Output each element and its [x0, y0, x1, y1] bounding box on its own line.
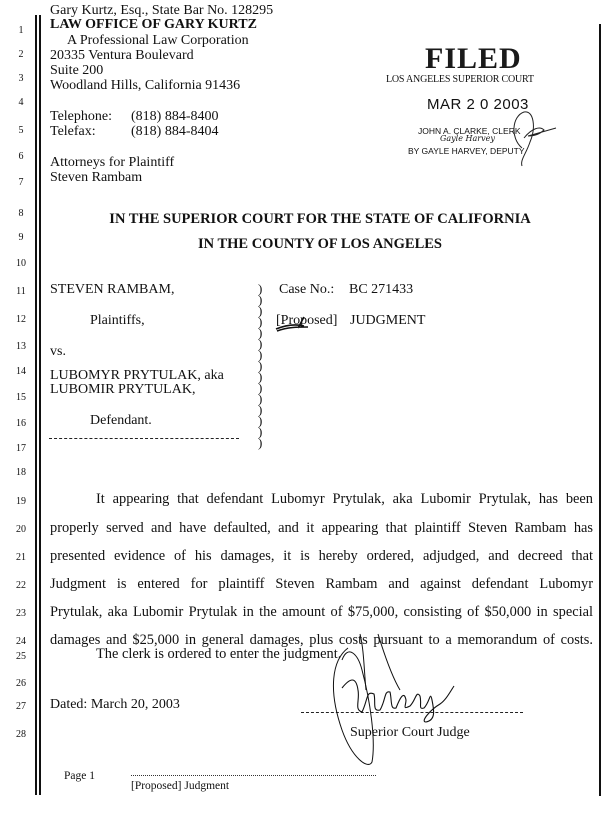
caption-paren: ) [258, 314, 263, 329]
caption-paren: ) [258, 380, 263, 395]
line-number: 8 [18, 208, 24, 219]
caption-paren: ) [258, 292, 263, 307]
caption-paren: ) [258, 413, 263, 428]
line-number: 5 [18, 125, 24, 136]
telephone-value: (818) 884-8400 [131, 109, 219, 124]
line-number: 19 [16, 496, 26, 507]
dated-line: Dated: March 20, 2003 [50, 697, 180, 712]
caption-paren: ) [258, 424, 263, 439]
signer-title: Superior Court Judge [350, 725, 470, 740]
stamp-signature-scribble-icon [500, 108, 570, 168]
line-number: 7 [18, 177, 24, 188]
clerk-order: The clerk is ordered to enter the judgment. [96, 646, 342, 662]
line-number: 28 [16, 729, 26, 740]
caption-paren: ) [258, 435, 263, 450]
caption-paren: ) [258, 281, 263, 296]
line-number: 20 [16, 524, 26, 535]
line-number: 23 [16, 608, 26, 619]
right-margin-rule [599, 24, 601, 796]
caption-paren: ) [258, 358, 263, 373]
address-city: Woodland Hills, California 91436 [50, 78, 241, 93]
firm-type: A Professional Law Corporation [67, 33, 249, 48]
footer-rule [131, 775, 376, 776]
firm-name: LAW OFFICE OF GARY KURTZ [50, 17, 257, 32]
defendant-name-2: LUBOMIR PRYTULAK, [50, 382, 196, 397]
caption-paren: ) [258, 402, 263, 417]
address-suite: Suite 200 [50, 63, 104, 78]
telefax-value: (818) 884-8404 [131, 124, 219, 139]
footer-page-number: Page 1 [64, 770, 95, 782]
line-number: 15 [16, 392, 26, 403]
line-number: 2 [18, 49, 24, 60]
line-number: 11 [16, 286, 26, 297]
line-number: 26 [16, 678, 26, 689]
line-number: 1 [18, 25, 24, 36]
caption-paren: ) [258, 347, 263, 362]
filed-stamp-court: LOS ANGELES SUPERIOR COURT [386, 74, 534, 85]
caption-paren: ) [258, 325, 263, 340]
court-title-line2: IN THE COUNTY OF LOS ANGELES [197, 236, 442, 252]
line-number: 9 [18, 232, 24, 243]
line-number: 6 [18, 151, 24, 162]
caption-paren: ) [258, 336, 263, 351]
line-number: 27 [16, 701, 26, 712]
defendant-name-1: LUBOMYR PRYTULAK, aka [50, 368, 224, 383]
case-number-value: BC 271433 [349, 282, 414, 297]
doc-title-struck: [Proposed] [276, 313, 338, 328]
filed-stamp-title: FILED [425, 42, 522, 75]
footer-doc-title: [Proposed] Judgment [131, 780, 230, 792]
line-number: 4 [18, 97, 24, 108]
line-number: 21 [16, 552, 26, 563]
strikethrough-scribble-icon [274, 314, 324, 334]
line-number: 10 [16, 258, 26, 269]
line-number: 25 [16, 651, 26, 662]
attorneys-for: Attorneys for Plaintiff [50, 155, 175, 170]
filed-stamp-deputy: BY GAYLE HARVEY, DEPUTY [408, 146, 525, 156]
line-number: 17 [16, 443, 26, 454]
caption-paren: ) [258, 303, 263, 318]
paragraph-line-6: damages and $25,000 in general damages, plus costs pursuant to a memorandum of costs. [50, 632, 593, 648]
left-margin-rule-inner [39, 15, 41, 795]
filed-stamp-date: MAR 2 0 2003 [427, 96, 529, 113]
court-title-line1: IN THE SUPERIOR COURT FOR THE STATE OF CALIFORNIA [109, 211, 531, 227]
plaintiff-role: Plaintiffs, [90, 313, 145, 328]
attorney-line: Gary Kurtz, Esq., State Bar No. 128295 [50, 3, 274, 18]
line-number: 14 [16, 366, 26, 377]
doc-title: JUDGMENT [350, 313, 426, 328]
case-number-label: Case No.: [279, 282, 335, 297]
line-number: 18 [16, 467, 26, 478]
line-number: 3 [18, 73, 24, 84]
caption-paren: ) [258, 391, 263, 406]
line-number: 22 [16, 580, 26, 591]
paragraph-line-3: presented evidence of his damages, it is hereby ordered, adjudged, and decreed that [50, 548, 593, 564]
judge-signature-icon [320, 630, 480, 780]
defendant-role: Defendant. [90, 413, 152, 428]
line-number: 16 [16, 418, 26, 429]
paragraph-line-2: properly served and have defaulted, and it appearing that plaintiff Steven Rambam has [50, 520, 593, 536]
paragraph-line-1: It appearing that defendant Lubomyr Prytulak, aka Lubomir Prytulak, has been [96, 491, 593, 507]
versus: vs. [50, 344, 66, 359]
filed-stamp-clerk: JOHN A. CLARKE, CLERK [418, 126, 521, 136]
telephone-label: Telephone: [50, 109, 112, 124]
line-number: 24 [16, 636, 26, 647]
telefax-label: Telefax: [50, 124, 96, 139]
deputy-signature: Gayle Harvey [440, 134, 495, 143]
address-street: 20335 Ventura Boulevard [50, 48, 194, 63]
paragraph-line-5: Prytulak, aka Lubomir Prytulak in the amount of $75,000, consisting of $50,000 in special [50, 604, 593, 620]
line-number: 13 [16, 341, 26, 352]
left-margin-rule-outer [35, 15, 37, 795]
paragraph-line-4: Judgment is entered for plaintiff Steven Rambam and against defendant Lubomyr [50, 576, 593, 592]
caption-underline [49, 438, 239, 439]
plaintiff-name: STEVEN RAMBAM, [50, 282, 175, 297]
client-name: Steven Rambam [50, 170, 143, 185]
caption-paren: ) [258, 369, 263, 384]
line-number: 12 [16, 314, 26, 325]
